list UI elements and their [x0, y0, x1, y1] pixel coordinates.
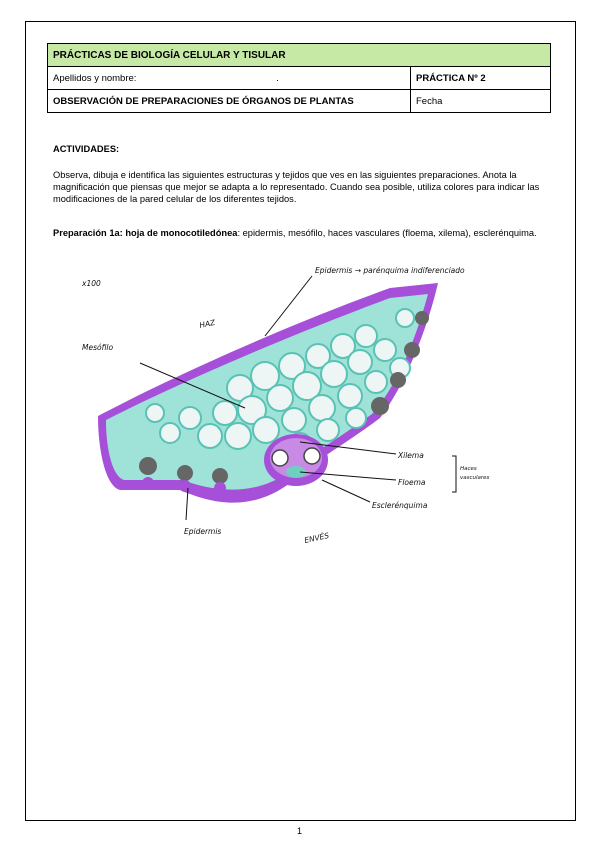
- date-label: Fecha: [416, 95, 443, 107]
- label-floema: Floema: [398, 478, 426, 487]
- activities-heading: ACTIVIDADES:: [53, 144, 120, 154]
- label-epidermis-bottom: Epidermis: [184, 527, 222, 536]
- haz-label: HAZ: [198, 317, 216, 330]
- course-title: PRÁCTICAS DE BIOLOGÍA CELULAR Y TISULAR: [48, 44, 551, 67]
- label-haces: Haces: [460, 466, 477, 472]
- label-mesofilo: Mesófilo: [82, 343, 114, 352]
- practice-number: PRÁCTICA Nº 2: [411, 67, 551, 90]
- label-epidermis-top: Epidermis → parénquima indiferenciado: [315, 266, 465, 275]
- observation-title: OBSERVACIÓN DE PREPARACIONES DE ÓRGANOS DE PLANTAS: [48, 90, 411, 113]
- enves-label: ENVÉS: [303, 530, 330, 545]
- main-vascular-bundle: [264, 434, 328, 486]
- label-vasculares: vasculares: [460, 475, 490, 481]
- name-label: Apellidos y nombre:: [53, 72, 137, 84]
- preparation-line: [53, 227, 550, 239]
- instructions-text: Observa, dibuja e identifica las siguientes estructuras y tejidos que ves en las siguientes preparaciones. Anota la magnificación que piensas que mejor se adapta a lo representado. Cuando sea posible, utiliza colores para indicar las modificaciones de la pared celular de los diferentes tejidos.: [53, 170, 540, 205]
- page-number: 1: [296, 826, 302, 836]
- name-dot: .: [276, 72, 279, 84]
- name-field[interactable]: [48, 67, 411, 90]
- header-table: [47, 43, 551, 113]
- preparation-label: Preparación 1a: hoja de monocotiledónea: [53, 228, 238, 238]
- magnification-label: x100: [82, 279, 101, 288]
- date-field[interactable]: [411, 90, 551, 113]
- leaf-section-drawing: [60, 258, 520, 558]
- label-xilema: Xilema: [398, 451, 424, 460]
- label-esclerenquima: Esclerénquima: [372, 501, 428, 510]
- preparation-text: : epidermis, mesófilo, haces vasculares (floema, xilema), esclerénquima.: [237, 228, 537, 238]
